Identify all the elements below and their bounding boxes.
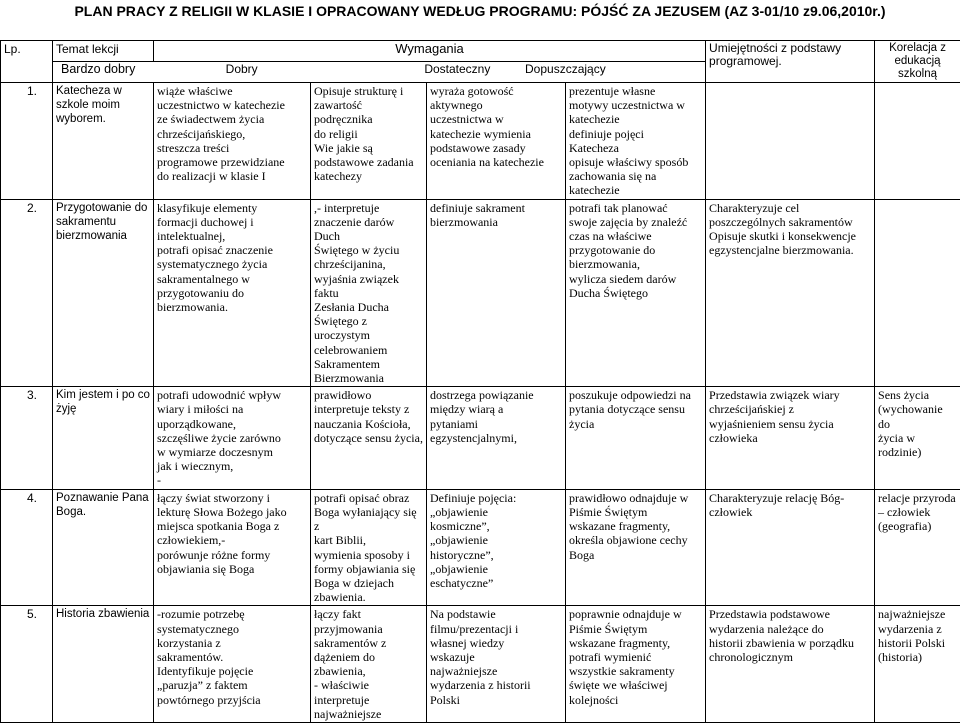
level-bardzo-dobry: Bardzo dobry (53, 62, 211, 76)
level-dostateczny: Dostateczny (350, 62, 490, 76)
umiejetnosci-cell (706, 387, 875, 489)
row-number: 4. (27, 491, 37, 505)
bardzo-dobry-cell (154, 489, 311, 606)
umiejetnosci-text: Charakteryzuje relację Bóg- człowiek (709, 491, 871, 519)
bardzo-dobry-text: klasyfikuje elementy formacji duchowej i intelektualnej, potrafi opisać znaczenie systematycznego życia sakramentalnego w przygotowaniu do bierzmowania. (157, 201, 307, 315)
topic-cell (53, 387, 154, 489)
bardzo-dobry-cell (154, 83, 311, 200)
topic-cell (53, 606, 154, 723)
umiejetnosci-cell (706, 606, 875, 723)
header-temat (53, 41, 154, 62)
umiejetnosci-cell (706, 83, 875, 200)
header-lp-blank (1, 61, 53, 82)
umiejetnosci-text: Charakteryzuje cel poszczególnych sakramentów Opisuje skutki i konsekwencje egzystencjalne bierzmowania. (709, 201, 871, 258)
dostateczny-text: dostrzega powiązanie między wiarą a pytaniami egzystencjalnymi, (430, 388, 562, 445)
topic-cell (53, 489, 154, 606)
header-temat-label: Temat lekcji (56, 42, 119, 56)
topic-text: Katecheza w szkole moim wyborem. (56, 84, 150, 127)
topic-cell (53, 199, 154, 387)
korelacja-cell (875, 83, 960, 200)
header-umiejetnosci (706, 41, 875, 83)
header-wymagania-label: Wymagania (395, 41, 464, 56)
row-number: 3. (27, 388, 37, 402)
lp-cell (1, 199, 53, 387)
dostateczny-cell (427, 387, 566, 489)
dopuszczajacy-cell (566, 199, 706, 387)
dostateczny-text: definiuje sakrament bierzmowania (430, 201, 562, 229)
dopuszczajacy-text: poszukuje odpowiedzi na pytania dotyczące sensu życia (569, 388, 702, 431)
bardzo-dobry-cell (154, 199, 311, 387)
row-number: 1. (27, 84, 37, 98)
dopuszczajacy-text: prezentuje własne motywy uczestnictwa w katechezie definiuje pojęci Katecheza opisuje właściwy sposób zachowania się na katechezie (569, 84, 702, 198)
lp-cell (1, 489, 53, 606)
bardzo-dobry-text: łączy świat stworzony i lekturę Słowa Bożego jako miejsca spotkania Boga z człowiekiem,- porówunje różne formy objawiania się Boga (157, 491, 307, 576)
korelacja-cell (875, 387, 960, 489)
header-levels (53, 61, 706, 82)
bardzo-dobry-text: potrafi udowodnić wpływ wiary i miłości na uporządkowane, szczęśliwe życie zarówno w wymiarze doczesnym jak i wiecznym, - (157, 388, 307, 487)
dobry-cell (311, 606, 427, 723)
umiejetnosci-text: Przedstawia podstawowe wydarzenia należące do historii zbawienia w porządku chronologicznym (709, 607, 871, 664)
topic-text: Historia zbawienia (56, 607, 150, 621)
dobry-cell (311, 387, 427, 489)
dobry-cell (311, 489, 427, 606)
korelacja-cell (875, 199, 960, 387)
korelacja-cell (875, 606, 960, 723)
table-row (1, 489, 960, 606)
header-lp (1, 41, 53, 62)
table-row (1, 83, 960, 200)
bardzo-dobry-text: wiąże właściwe uczestnictwo w katechezie ze świadectwem życia chrześcijańskiego, streszcza treści programowe przewidziane do realizacji w klasie I (157, 84, 307, 183)
korelacja-text: najważniejsze wydarzenia z historii Polski (historia) (878, 607, 957, 664)
korelacja-cell (875, 489, 960, 606)
header-korelacja (875, 41, 960, 83)
dobry-text: Opisuje strukturę i zawartość podręcznika do religii Wie jakie są podstawowe zadania katechezy (314, 84, 423, 183)
topic-cell (53, 83, 154, 200)
plan-table (0, 40, 960, 723)
dobry-text: ,- interpretuje znaczenie darów Duch Świętego w życiu chrześcijanina, wyjaśnia związek faktu Zesłania Ducha Świętego z uroczystym celebrowaniem Sakramentem Bierzmowania (314, 201, 423, 386)
dopuszczajacy-text: potrafi tak planować swoje zajęcia by znaleźć czas na właściwe przygotowanie do bierzmowania, wylicza siedem darów Ducha Świętego (569, 201, 702, 300)
dostateczny-cell (427, 606, 566, 723)
dopuszczajacy-cell (566, 489, 706, 606)
dopuszczajacy-cell (566, 606, 706, 723)
dobry-cell (311, 83, 427, 200)
dobry-cell (311, 199, 427, 387)
topic-text: Kim jestem i po co żyję (56, 388, 150, 416)
dobry-text: prawidłowo interpretuje teksty z nauczania Kościoła, dotyczące sensu życia, (314, 388, 423, 445)
lp-cell (1, 83, 53, 200)
dostateczny-text: wyraża gotowość aktywnego uczestnictwa w katechezie wymienia podstawowe zasady oceniania na katechezie (430, 84, 562, 169)
header-umiejetnosci-label: Umiejętności z podstawy programowej. (709, 41, 841, 68)
dostateczny-text: Definiuje pojęcia: „objawienie kosmiczne”, „objawienie historyczne”, „objawienie eschatyczne” (430, 491, 562, 590)
dopuszczajacy-cell (566, 83, 706, 200)
header-korelacja-label: Korelacja z edukacją szkolną (889, 42, 946, 80)
dobry-text: potrafi opisać obraz Boga wyłaniający się z kart Biblii, wymienia sposoby i formy objawiania się Boga w dziejach zbawienia. (314, 491, 423, 605)
dostateczny-cell (427, 199, 566, 387)
row-number: 5. (27, 607, 37, 621)
table-row (1, 606, 960, 723)
umiejetnosci-cell (706, 489, 875, 606)
umiejetnosci-text: Przedstawia związek wiary chrześcijańskiej z wyjaśnieniem sensu życia człowieka (709, 388, 871, 445)
dopuszczajacy-cell (566, 387, 706, 489)
dopuszczajacy-text: poprawnie odnajduje w Piśmie Świętym wskazane fragmenty, potrafi wymienić wszystkie sakramenty święte we właściwej kolejności (569, 607, 702, 706)
topic-text: Przygotowanie do sakramentu bierzmowania (56, 201, 150, 244)
lp-cell (1, 387, 53, 489)
header-lp-label: Lp. (4, 42, 21, 56)
dostateczny-text: Na podstawie filmu/prezentacji i własnej wiedzy wskazuje najważniejsze wydarzenia z historii Polski (430, 607, 562, 706)
page-title: PLAN PRACY Z RELIGII W KLASIE I OPRACOWANY WEDŁUG PROGRAMU: PÓJŚĆ ZA JEZUSEM (AZ 3-01/10 z9.06,2010r.) (0, 3, 960, 19)
dostateczny-cell (427, 489, 566, 606)
row-number: 2. (27, 201, 37, 215)
level-dobry: Dobry (226, 62, 336, 76)
dopuszczajacy-text: prawidłowo odnajduje w Piśmie Świętym wskazane fragmenty, określa objawione cechy Boga (569, 491, 702, 562)
level-dopuszczajacy: Dopuszczający (505, 62, 675, 76)
dobry-text: łączy fakt przyjmowania sakramentów z dążeniem do zbawienia, - właściwie interpretuje najważniejsze (314, 607, 423, 721)
korelacja-text: relacje przyroda – człowiek (geografia) (878, 491, 957, 534)
umiejetnosci-cell (706, 199, 875, 387)
table-row (1, 387, 960, 489)
korelacja-text: Sens życia (wychowanie do życia w rodzinie) (878, 388, 957, 459)
header-wymagania (154, 41, 706, 62)
bardzo-dobry-cell (154, 606, 311, 723)
bardzo-dobry-text: -rozumie potrzebę systematycznego korzystania z sakramentów. Identyfikuje pojęcie „paruzja” z faktem powtórnego przyjścia (157, 607, 307, 706)
table-row (1, 199, 960, 387)
topic-text: Poznawanie Pana Boga. (56, 491, 150, 519)
bardzo-dobry-cell (154, 387, 311, 489)
lp-cell (1, 606, 53, 723)
dostateczny-cell (427, 83, 566, 200)
